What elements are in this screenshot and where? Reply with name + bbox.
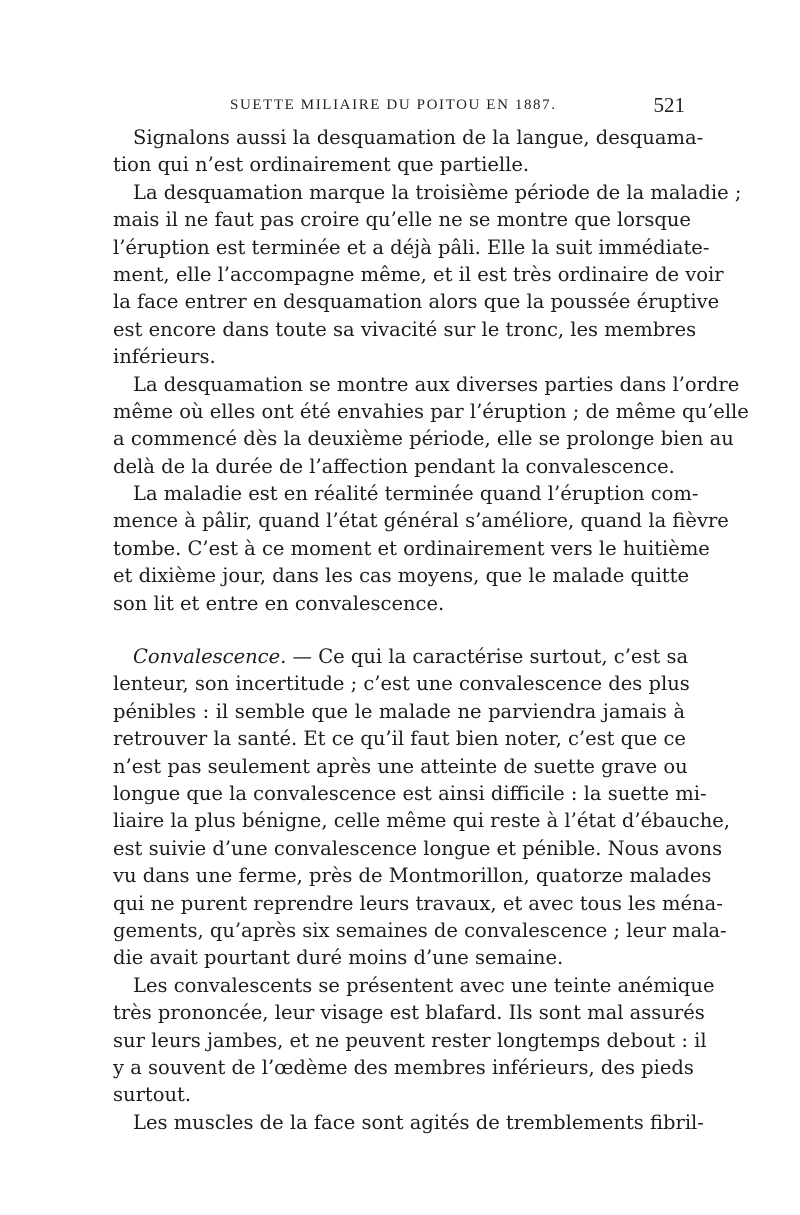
text-line: l’éruption est terminée et a déjà pâli. Elle la suit immédiate- [113, 235, 710, 259]
text-line: La maladie est en réalité terminée quand l’éruption com- [133, 482, 699, 506]
text-line: qui ne purent reprendre leurs travaux, et avec tous les ména- [113, 891, 723, 915]
section-spacer [113, 617, 685, 643]
text-line: delà de la durée de l’affection pendant la convalescence. [113, 454, 675, 478]
text-line: est suivie d’une convalescence longue et pénible. Nous avons [113, 836, 723, 860]
text-line: ment, elle l’accompagne même, et il est très ordinaire de voir [113, 262, 724, 286]
text-line: longue que la convalescence est ainsi difficile : la suette mi- [113, 781, 707, 805]
body-text [113, 124, 749, 1136]
text-line: die avait pourtant duré moins d’une semaine. [113, 946, 564, 970]
text-line: inférieurs. [113, 345, 216, 369]
text-line: mais il ne faut pas croire qu’elle ne se montre que lorsque [113, 208, 691, 232]
section-first-line [113, 643, 689, 670]
text-line: Les convalescents se présentent avec une teinte anémique [133, 973, 715, 997]
text-line: et dixième jour, dans les cas moyens, que le malade quitte [113, 564, 690, 588]
text-line: Les muscles de la face sont agités de tremblements fibril- [133, 1110, 704, 1134]
text-line: retrouver la santé. Et ce qu’il faut bien noter, c’est que ce [113, 727, 686, 751]
text-line-fragment: — Ce qui la caractérise surtout, c’est sa [292, 645, 689, 669]
text-line: est encore dans toute sa vivacité sur le tronc, les membres [113, 317, 697, 341]
text-line: liaire la plus bénigne, celle même qui reste à l’état d’ébauche, [113, 809, 730, 833]
text-line: même où elles ont été envahies par l’éruption ; de même qu’elle [113, 399, 749, 423]
text-line: y a souvent de l’œdème des membres inférieurs, des pieds [113, 1055, 694, 1079]
text-line: a commencé dès la deuxième période, elle se prolonge bien au [113, 427, 734, 451]
text-line: pénibles : il semble que le malade ne parviendra jamais à [113, 699, 685, 723]
running-title: SUETTE MILIAIRE DU POITOU EN 1887. [230, 97, 557, 113]
text-line: Signalons aussi la desquamation de la langue, desquama- [133, 126, 704, 149]
text-line: La desquamation marque la troisième période de la maladie ; [133, 180, 742, 204]
text-line: tion qui n’est ordinairement que partielle. [113, 153, 530, 177]
text-line: très prononcée, leur visage est blafard. Ils sont mal assurés [113, 1001, 705, 1025]
text-line: sur leurs jambes, et ne peuvent rester longtemps debout : il [113, 1028, 707, 1052]
text-line: son lit et entre en convalescence. [113, 591, 445, 615]
text-line: la face entrer en desquamation alors que la poussée éruptive [113, 290, 720, 314]
text-line: gements, qu’après six semaines de convalescence ; leur mala- [113, 918, 727, 942]
text-line: surtout. [113, 1083, 192, 1107]
running-head [113, 92, 685, 118]
section-heading: Convalescence. [133, 645, 287, 669]
text-line: mence à pâlir, quand l’état général s’améliore, quand la fièvre [113, 509, 729, 533]
text-line: n’est pas seulement après une atteinte de suette grave ou [113, 754, 688, 778]
page-number: 521 [653, 93, 685, 117]
text-line: lenteur, son incertitude ; c’est une convalescence des plus [113, 672, 690, 696]
text-line: La desquamation se montre aux diverses parties dans l’ordre [133, 372, 740, 396]
text-line: tombe. C’est à ce moment et ordinairement vers le huitième [113, 536, 710, 560]
text-line: vu dans une ferme, près de Montmorillon, quatorze malades [113, 864, 712, 888]
